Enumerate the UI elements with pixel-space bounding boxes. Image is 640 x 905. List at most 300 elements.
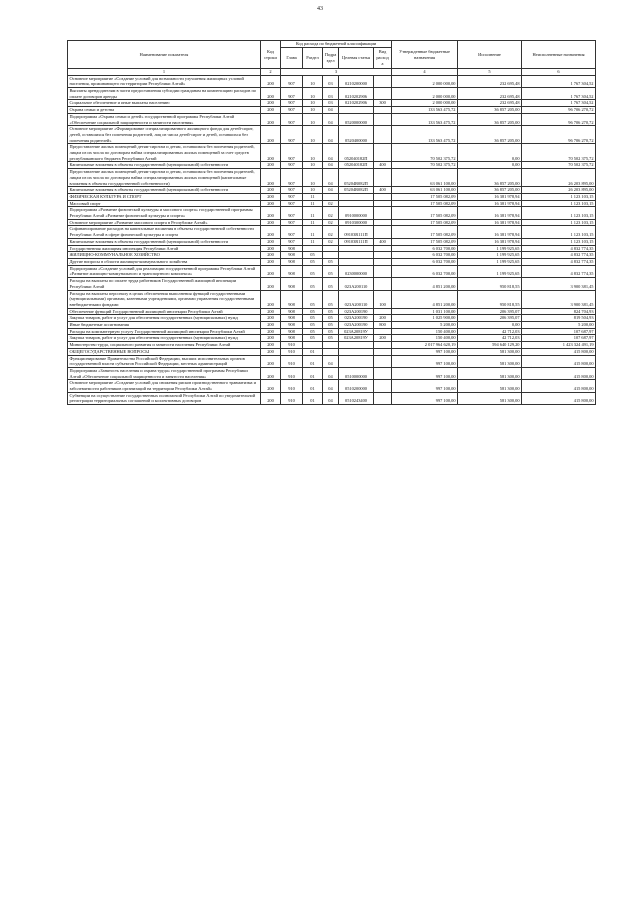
row-name: Предоставление жилых помещений детям-сиротам и детям, оставшимся без попечения родителей, лицам из их числа по договорам найма специализированных жилых помещений за счет средств республиканского бюджета Республики Алтай — [68, 144, 261, 162]
row-name: Основное мероприятие «Развитие массового спорта в Республике Алтай» — [68, 219, 261, 226]
row-target: 023A200190 — [339, 315, 374, 322]
row-section: 10 — [303, 75, 323, 87]
row-code: 200 — [261, 113, 281, 125]
row-subsection: 04 — [323, 107, 339, 114]
header-name: Наименование показателя — [68, 41, 261, 69]
row-approved: 997 100,00 — [392, 392, 458, 404]
row-name: Социальное обеспечение и иные выплаты населению — [68, 100, 261, 107]
row-name: ФИЗИЧЕСКАЯ КУЛЬТУРА И СПОРТ — [68, 193, 261, 200]
row-section: 11 — [303, 226, 323, 238]
table-row — [68, 322, 596, 329]
row-approved: 1 025 900,00 — [392, 315, 458, 322]
row-target: 023A200110 — [339, 290, 374, 308]
row-chapter: 907 — [281, 219, 303, 226]
row-unexecuted: 3 900 381,45 — [522, 278, 596, 290]
row-approved: 2 000 000,00 — [392, 100, 458, 107]
row-type — [374, 193, 392, 200]
table-row — [68, 392, 596, 404]
row-section: 05 — [303, 308, 323, 315]
row-approved: 2 017 964 620,19 — [392, 342, 458, 349]
row-target: 09103R111П — [339, 238, 374, 245]
row-type: 200 — [374, 335, 392, 342]
header-number: 2 — [261, 69, 281, 76]
row-chapter: 907 — [281, 238, 303, 245]
row-chapter: 910 — [281, 348, 303, 355]
table-row — [68, 328, 596, 335]
row-chapter: 907 — [281, 193, 303, 200]
row-section: 01 — [303, 355, 323, 367]
table-row — [68, 290, 596, 308]
header-number: 5 — [458, 69, 522, 76]
row-type — [374, 342, 392, 349]
row-subsection: 02 — [323, 226, 339, 238]
row-chapter: 908 — [281, 290, 303, 308]
row-section: 11 — [303, 200, 323, 207]
row-unexecuted: 1 123 103,15 — [522, 200, 596, 207]
row-unexecuted: 107 687,97 — [522, 328, 596, 335]
row-target — [339, 258, 374, 265]
row-executed: 581 300,00 — [458, 367, 522, 379]
row-subsection: 03 — [323, 75, 339, 87]
row-subsection: 02 — [323, 207, 339, 219]
row-approved: 150 400,00 — [392, 328, 458, 335]
row-section: 10 — [303, 88, 323, 100]
row-target: 023A20819У — [339, 335, 374, 342]
row-subsection: 04 — [323, 380, 339, 392]
row-chapter: 907 — [281, 200, 303, 207]
row-chapter: 907 — [281, 187, 303, 194]
row-code: 200 — [261, 100, 281, 107]
row-name: Софинансирование расходов на капитальные вложения в объекты государственной собственности Республики Алтай в сфере физической культуры и спорта — [68, 226, 261, 238]
row-subsection: 05 — [323, 328, 339, 335]
row-name: Подпрограмма «Охрана семьи и детей» государственной программы Республики Алтай «Обеспечение социальной защищенности и занятости населения» — [68, 113, 261, 125]
row-type — [374, 126, 392, 144]
row-unexecuted: 415 800,00 — [522, 348, 596, 355]
row-type — [374, 200, 392, 207]
row-subsection: 04 — [323, 144, 339, 162]
row-approved: 997 100,00 — [392, 380, 458, 392]
row-executed: 36 857 205,00 — [458, 107, 522, 114]
row-name: Выплаты арендодателям в части предоставления субсидии гражданам на компенсацию расходов по оплате договоров аренды — [68, 88, 261, 100]
table-row — [68, 126, 596, 144]
header-executed: Исполнение — [458, 41, 522, 69]
row-name: Иные бюджетные ассигнования — [68, 322, 261, 329]
row-type — [374, 75, 392, 87]
row-target — [339, 348, 374, 355]
row-subsection — [323, 342, 339, 349]
row-target: 0520000000 — [339, 113, 374, 125]
row-chapter: 908 — [281, 252, 303, 259]
row-section — [303, 245, 323, 252]
row-executed: 16 381 978,94 — [458, 226, 522, 238]
row-approved: 5 200,00 — [392, 322, 458, 329]
row-unexecuted: 1 123 103,15 — [522, 238, 596, 245]
header-subsection: Подраздел — [323, 48, 339, 69]
header-code: Код строки — [261, 41, 281, 69]
row-section: 11 — [303, 207, 323, 219]
row-code: 200 — [261, 265, 281, 277]
row-section: 11 — [303, 193, 323, 200]
row-executed: 16 381 978,94 — [458, 219, 522, 226]
row-unexecuted: 4 832 774,35 — [522, 258, 596, 265]
table-row — [68, 278, 596, 290]
row-code: 200 — [261, 226, 281, 238]
row-executed: 581 300,00 — [458, 380, 522, 392]
table-row — [68, 207, 596, 219]
row-approved: 1 031 100,00 — [392, 308, 458, 315]
table-row — [68, 258, 596, 265]
row-executed: 232 695,48 — [458, 88, 522, 100]
row-name: Расходы на компьютерную услугу Государственной жилищной инспекции Республики Алтай — [68, 328, 261, 335]
row-type: 100 — [374, 290, 392, 308]
row-unexecuted: 96 706 270,72 — [522, 126, 596, 144]
row-type — [374, 380, 392, 392]
row-approved: 4 851 200,00 — [392, 278, 458, 290]
row-subsection — [323, 252, 339, 259]
row-subsection: 03 — [323, 100, 339, 107]
row-unexecuted: 26 203 895,00 — [522, 169, 596, 187]
table-row — [68, 245, 596, 252]
row-target: 052040182П — [339, 144, 374, 162]
row-subsection: 02 — [323, 219, 339, 226]
row-section: 01 — [303, 392, 323, 404]
row-target: 052040182П — [339, 162, 374, 169]
row-code: 200 — [261, 258, 281, 265]
table-row — [68, 252, 596, 259]
row-target: 023A200110 — [339, 278, 374, 290]
row-target: 0510000000 — [339, 367, 374, 379]
row-name: Массовый спорт — [68, 200, 261, 207]
row-code: 200 — [261, 193, 281, 200]
row-type — [374, 278, 392, 290]
row-approved: 133 563 475,72 — [392, 126, 458, 144]
row-type: 200 — [374, 315, 392, 322]
row-name: Основное мероприятие «Создание условий для возможности улучшения жилищных условий населения, проживающего на территории Республики Алтай» — [68, 75, 261, 87]
table-row — [68, 75, 596, 87]
row-name: Капитальные вложения в объекты государственной (муниципальной) собственности — [68, 187, 261, 194]
row-type — [374, 113, 392, 125]
row-code: 200 — [261, 322, 281, 329]
row-type — [374, 107, 392, 114]
table-row — [68, 219, 596, 226]
row-code: 200 — [261, 380, 281, 392]
row-section: 10 — [303, 187, 323, 194]
row-target: 0230000000 — [339, 265, 374, 277]
table-row — [68, 342, 596, 349]
row-executed: 232 695,48 — [458, 75, 522, 87]
row-name: Функционирование Правительства Российской Федерации, высших исполнительных органов государственной власти субъектов Российской Федерации, местных администраций — [68, 355, 261, 367]
table-row — [68, 100, 596, 107]
row-unexecuted: 824 704,93 — [522, 308, 596, 315]
header-unexecuted: Неисполненные назначения — [522, 41, 596, 69]
row-subsection — [323, 348, 339, 355]
table-row — [68, 367, 596, 379]
row-target: 05204R082П — [339, 169, 374, 187]
row-code: 200 — [261, 367, 281, 379]
row-code: 200 — [261, 144, 281, 162]
row-target: 0210202906 — [339, 100, 374, 107]
page-number: 43 — [317, 6, 323, 12]
row-chapter: 907 — [281, 144, 303, 162]
row-name: Другие вопросы в области жилищно-коммунального хозяйства — [68, 258, 261, 265]
row-type — [374, 355, 392, 367]
row-chapter: 908 — [281, 278, 303, 290]
row-code: 200 — [261, 245, 281, 252]
header-approved: Утвержденные бюджетные назначения — [392, 41, 458, 69]
row-chapter: 907 — [281, 75, 303, 87]
row-executed: 232 695,48 — [458, 100, 522, 107]
row-name: Закупка товаров, работ и услуг для обеспечения государственных (муниципальных) нужд — [68, 315, 261, 322]
row-unexecuted: 415 800,00 — [522, 380, 596, 392]
row-type — [374, 226, 392, 238]
row-target — [339, 193, 374, 200]
row-executed: 1 199 925,65 — [458, 245, 522, 252]
header-number: 4 — [392, 69, 458, 76]
row-target: 0210202906 — [339, 88, 374, 100]
row-name: Подпрограмма «Развитие физической культуры и массового спорта» государственной программы Республики Алтай «Развитие физической культуры и спорта» — [68, 207, 261, 219]
row-code: 200 — [261, 392, 281, 404]
row-unexecuted: 4 832 774,35 — [522, 245, 596, 252]
table-row — [68, 226, 596, 238]
row-section: 01 — [303, 367, 323, 379]
row-name: Основное мероприятие «Формирование специализированного жилищного фонда для детей-сирот, детей, оставшихся без попечения родителей, лиц из числа детей-сирот и детей, оставшихся без попечения родителей» — [68, 126, 261, 144]
row-chapter: 907 — [281, 88, 303, 100]
row-code: 200 — [261, 342, 281, 349]
row-chapter: 907 — [281, 207, 303, 219]
row-unexecuted: 26 203 895,00 — [522, 187, 596, 194]
row-chapter: 907 — [281, 100, 303, 107]
header-number: 6 — [522, 69, 596, 76]
row-unexecuted: 5 200,00 — [522, 322, 596, 329]
row-unexecuted: 1 767 304,52 — [522, 75, 596, 87]
row-type — [374, 348, 392, 355]
row-section: 10 — [303, 113, 323, 125]
row-subsection: 04 — [323, 367, 339, 379]
row-code: 200 — [261, 107, 281, 114]
row-approved: 4 851 200,00 — [392, 290, 458, 308]
row-name: Подпрограмма «Занятость населения и охрана труда» государственной программы Республики Алтай «Обеспечение социальной защищенности и занятости населения» — [68, 367, 261, 379]
row-name: Субвенции на осуществление государственных полномочий Республики Алтай по уведомительной регистрации территориальных соглашений и коллективных договоров — [68, 392, 261, 404]
row-section: 10 — [303, 107, 323, 114]
row-target: 0910300000 — [339, 219, 374, 226]
row-chapter: 910 — [281, 392, 303, 404]
row-type — [374, 169, 392, 187]
row-unexecuted: 415 800,00 — [522, 392, 596, 404]
row-executed: 36 857 205,00 — [458, 187, 522, 194]
row-unexecuted: 96 706 270,72 — [522, 113, 596, 125]
row-type — [374, 252, 392, 259]
row-unexecuted: 96 706 270,72 — [522, 107, 596, 114]
row-chapter: 907 — [281, 113, 303, 125]
row-chapter: 910 — [281, 367, 303, 379]
row-code: 200 — [261, 126, 281, 144]
row-section: 10 — [303, 126, 323, 144]
row-name: Государственная жилищная инспекция Республики Алтай — [68, 245, 261, 252]
row-executed: 36 857 205,00 — [458, 113, 522, 125]
row-name: Обеспечение функций Государственной жилищной инспекции Республики Алтай — [68, 308, 261, 315]
row-approved: 6 032 700,00 — [392, 258, 458, 265]
row-executed: 42 712,03 — [458, 328, 522, 335]
row-chapter: 908 — [281, 245, 303, 252]
row-unexecuted: 415 800,00 — [522, 355, 596, 367]
row-type — [374, 265, 392, 277]
row-subsection: 05 — [323, 290, 339, 308]
row-target: 0910000000 — [339, 207, 374, 219]
row-approved: 70 502 375,72 — [392, 144, 458, 162]
row-code: 200 — [261, 187, 281, 194]
row-chapter: 908 — [281, 322, 303, 329]
row-subsection: 05 — [323, 265, 339, 277]
row-name: Капитальные вложения в объекты государственной (муниципальной) собственности — [68, 238, 261, 245]
row-code: 200 — [261, 328, 281, 335]
row-section: 11 — [303, 238, 323, 245]
row-target: 09103R111П — [339, 226, 374, 238]
row-type — [374, 328, 392, 335]
row-target — [339, 355, 374, 367]
row-type — [374, 308, 392, 315]
row-executed: 16 381 978,94 — [458, 193, 522, 200]
row-executed: 581 300,00 — [458, 348, 522, 355]
header-section: Раздел — [303, 48, 323, 69]
row-subsection: 04 — [323, 126, 339, 144]
header-number: 1 — [68, 69, 261, 76]
row-code: 200 — [261, 238, 281, 245]
row-subsection: 04 — [323, 355, 339, 367]
row-executed: 1 199 925,65 — [458, 252, 522, 259]
table-row — [68, 144, 596, 162]
row-executed: 16 381 978,94 — [458, 200, 522, 207]
table-row — [68, 113, 596, 125]
row-code: 200 — [261, 308, 281, 315]
row-chapter: 907 — [281, 169, 303, 187]
row-executed: 950 818,55 — [458, 278, 522, 290]
header-budget-code-group: Код расхода по бюджетной классификации — [281, 41, 392, 48]
row-section: 10 — [303, 100, 323, 107]
row-approved: 997 100,00 — [392, 367, 458, 379]
row-executed: 950 818,55 — [458, 290, 522, 308]
row-type: 400 — [374, 187, 392, 194]
row-target: 0210200000 — [339, 75, 374, 87]
row-approved: 17 505 082,09 — [392, 226, 458, 238]
row-target: 05204R082П — [339, 187, 374, 194]
row-chapter: 910 — [281, 342, 303, 349]
budget-table — [67, 40, 596, 405]
row-subsection: 04 — [323, 392, 339, 404]
row-section: 10 — [303, 162, 323, 169]
row-executed: 581 300,00 — [458, 392, 522, 404]
row-subsection: 05 — [323, 315, 339, 322]
row-type — [374, 88, 392, 100]
row-target: 023A200190 — [339, 308, 374, 315]
table-row — [68, 107, 596, 114]
row-subsection: 05 — [323, 278, 339, 290]
row-code: 200 — [261, 355, 281, 367]
row-section: 01 — [303, 348, 323, 355]
row-approved: 2 000 000,00 — [392, 75, 458, 87]
row-subsection: 03 — [323, 88, 339, 100]
row-type: 400 — [374, 238, 392, 245]
row-approved: 6 032 700,00 — [392, 265, 458, 277]
row-chapter: 908 — [281, 335, 303, 342]
row-chapter: 908 — [281, 308, 303, 315]
row-approved: 133 563 475,72 — [392, 113, 458, 125]
row-type: 400 — [374, 162, 392, 169]
row-section: 05 — [303, 322, 323, 329]
row-subsection: 04 — [323, 113, 339, 125]
table-row — [68, 193, 596, 200]
row-type — [374, 219, 392, 226]
row-executed: 36 857 205,00 — [458, 169, 522, 187]
table-row — [68, 162, 596, 169]
table-row — [68, 169, 596, 187]
row-approved: 133 563 475,72 — [392, 107, 458, 114]
row-subsection: 02 — [323, 238, 339, 245]
row-approved: 17 505 082,09 — [392, 238, 458, 245]
row-executed: 206 395,07 — [458, 308, 522, 315]
row-unexecuted: 70 502 375,72 — [522, 144, 596, 162]
row-chapter: 907 — [281, 226, 303, 238]
row-target — [339, 245, 374, 252]
row-target — [339, 200, 374, 207]
row-approved: 70 502 375,72 — [392, 162, 458, 169]
row-section: 10 — [303, 144, 323, 162]
row-section: 10 — [303, 169, 323, 187]
table-row — [68, 308, 596, 315]
row-name: ОБЩЕГОСУДАРСТВЕННЫЕ ВОПРОСЫ — [68, 348, 261, 355]
row-chapter: 907 — [281, 126, 303, 144]
row-executed: 42 712,03 — [458, 335, 522, 342]
row-code: 200 — [261, 219, 281, 226]
row-unexecuted: 1 767 304,52 — [522, 88, 596, 100]
row-target — [339, 107, 374, 114]
row-section: 05 — [303, 328, 323, 335]
row-approved: 2 000 000,00 — [392, 88, 458, 100]
row-chapter: 910 — [281, 380, 303, 392]
row-approved: 63 061 100,00 — [392, 169, 458, 187]
table-row — [68, 348, 596, 355]
row-section: 05 — [303, 335, 323, 342]
row-section: 05 — [303, 258, 323, 265]
row-subsection: 04 — [323, 169, 339, 187]
row-type — [374, 367, 392, 379]
row-executed: 581 300,00 — [458, 355, 522, 367]
row-subsection: 05 — [323, 308, 339, 315]
row-unexecuted: 1 423 324 491,19 — [522, 342, 596, 349]
row-name: Закупка товаров, работ и услуг для обеспечения государственных (муниципальных) нужд — [68, 335, 261, 342]
row-code: 200 — [261, 162, 281, 169]
row-unexecuted: 4 832 774,35 — [522, 265, 596, 277]
row-executed: 1 199 925,65 — [458, 265, 522, 277]
table-row — [68, 187, 596, 194]
row-section: 05 — [303, 252, 323, 259]
row-chapter: 908 — [281, 258, 303, 265]
table-row — [68, 380, 596, 392]
row-section: 05 — [303, 278, 323, 290]
row-approved: 17 505 082,09 — [392, 193, 458, 200]
row-type — [374, 144, 392, 162]
row-approved: 17 505 082,09 — [392, 200, 458, 207]
row-subsection: 05 — [323, 335, 339, 342]
table-row — [68, 200, 596, 207]
row-chapter: 907 — [281, 162, 303, 169]
row-target: 023A200190 — [339, 322, 374, 329]
row-code: 200 — [261, 169, 281, 187]
row-name: Капитальные вложения в объекты государственной (муниципальной) собственности — [68, 162, 261, 169]
row-subsection: 02 — [323, 200, 339, 207]
row-name: Предоставление жилых помещений детям-сиротам и детям, оставшимся без попечения родителей, лицам из их числа по договорам найма специализированных жилых помещений (капитальные вложения в объекты государственной собственности) — [68, 169, 261, 187]
row-name: Расходы на выплаты персоналу в целях обеспечения выполнения функций государственными (муниципальными) органами, казенными учреждениями, органами управления государственными внебюджетными фондами — [68, 290, 261, 308]
row-code: 200 — [261, 252, 281, 259]
